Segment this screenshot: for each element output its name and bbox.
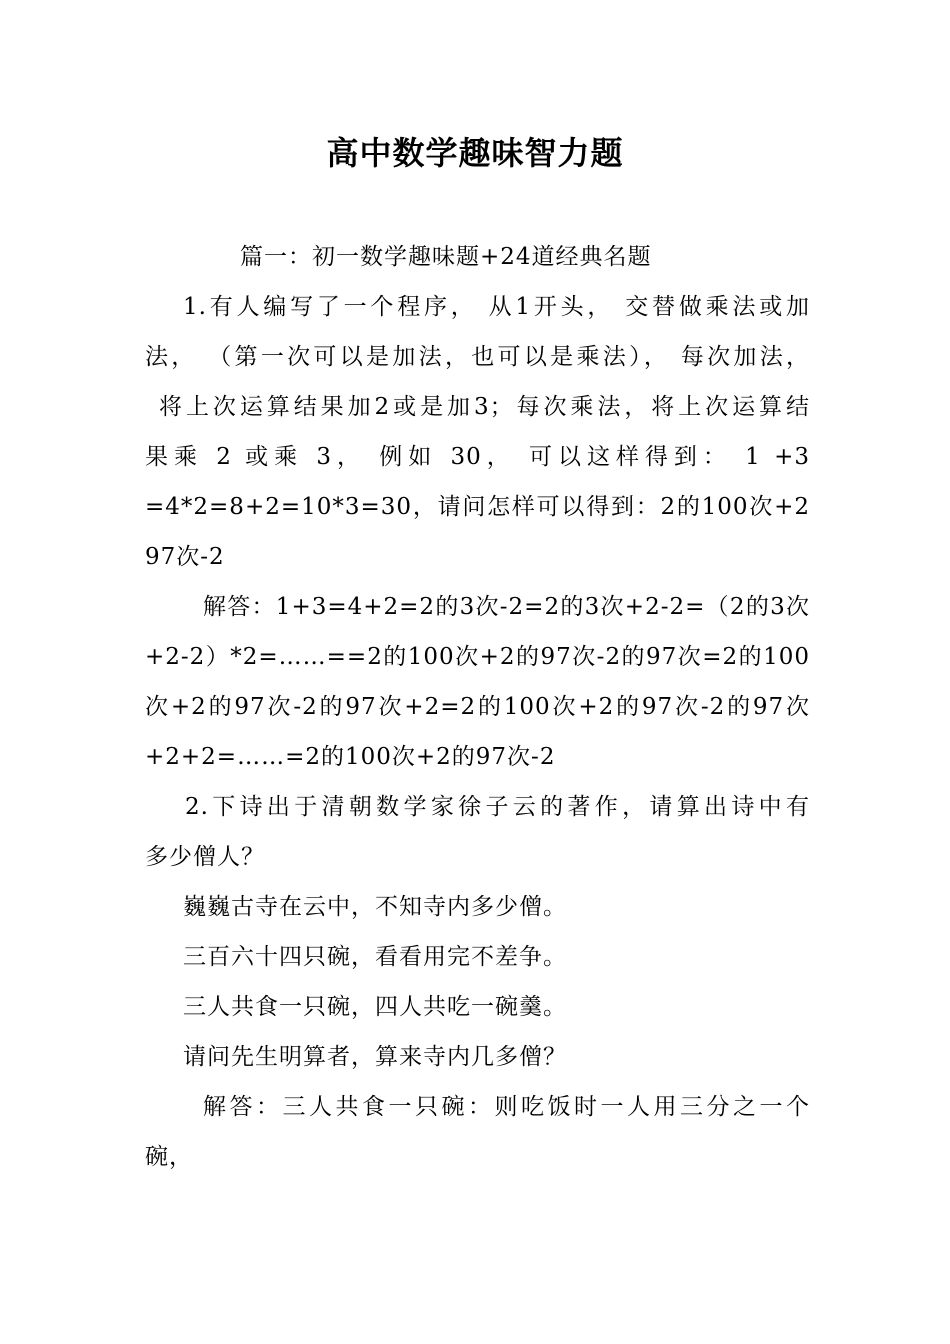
answer-1-line-1: 解答：1+3=4+2=2的3次-2=2的3次+2-2=（2的3次 [203, 594, 810, 620]
question-1-line-4: 果乘 2 或乘 3， 例如 30， 可以这样得到： 1 +3 [145, 444, 810, 470]
answer-1-line-4: +2+2=……=2的100次+2的97次-2 [145, 744, 556, 770]
question-1-line-1: 1.有人编写了一个程序， 从1开头， 交替做乘法或加 [183, 294, 810, 320]
answer-1-line-3: 次+2的97次-2的97次+2=2的100次+2的97次-2的97次 [145, 694, 810, 720]
poem-line-4: 请问先生明算者，算来寺内几多僧？ [183, 1044, 567, 1070]
section-heading: 篇一：初一数学趣味题+24道经典名题 [240, 244, 652, 270]
answer-2-line-2: 碗， [145, 1144, 193, 1170]
question-1-line-3: 将上次运算结果加2或是加3；每次乘法，将上次运算结 [159, 394, 810, 420]
question-1-line-6: 97次-2 [145, 544, 225, 570]
question-2-line-2: 多少僧人？ [145, 844, 265, 870]
poem-line-1: 巍巍古寺在云中，不知寺内多少僧。 [183, 894, 567, 920]
answer-1-line-2: +2-2）*2=……==2的100次+2的97次-2的97次=2的100 [145, 644, 810, 670]
document-title: 高中数学趣味智力题 [326, 134, 624, 172]
question-1-line-2: 法， （第一次可以是加法，也可以是乘法）， 每次加法， [145, 344, 810, 370]
document-body [145, 232, 810, 1182]
question-1-line-5: =4*2=8+2=10*3=30，请问怎样可以得到：2的100次+2 [145, 494, 810, 520]
question-2-line-1: 2.下诗出于清朝数学家徐子云的著作，请算出诗中有 [185, 794, 810, 820]
answer-2-line-1: 解答：三人共食一只碗：则吃饭时一人用三分之一个 [203, 1094, 810, 1120]
poem-line-3: 三人共食一只碗，四人共吃一碗羹。 [183, 994, 567, 1020]
poem-line-2: 三百六十四只碗，看看用完不差争。 [183, 944, 567, 970]
